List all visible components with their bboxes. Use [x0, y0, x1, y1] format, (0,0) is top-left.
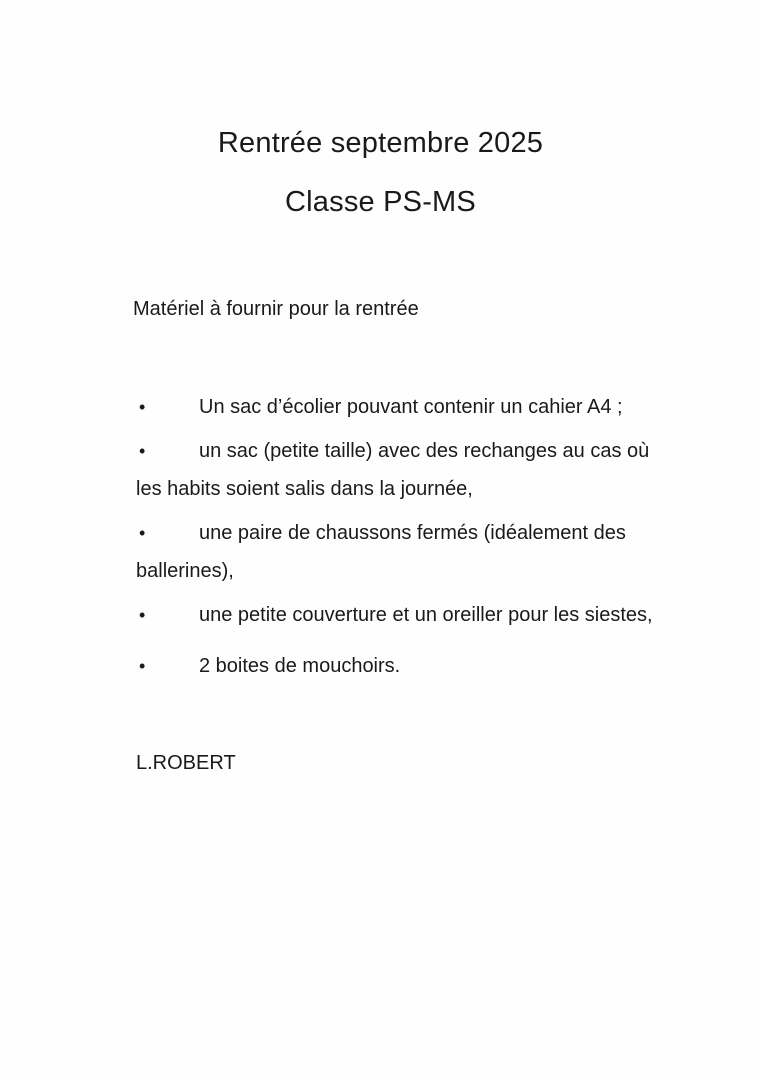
list-item: [136, 388, 746, 426]
list-item-text: un sac (petite taille) avec des rechanges au cas où: [199, 440, 650, 462]
list-item: [136, 514, 746, 590]
list-item-text: Un sac d’écolier pouvant contenir un cahier A4 ;: [199, 396, 623, 418]
bullet-icon: •: [139, 523, 146, 543]
intro-text: Matériel à fournir pour la rentrée: [133, 298, 419, 320]
list-item-text: 2 boites de mouchoirs.: [199, 655, 401, 677]
bullet-icon: •: [139, 397, 146, 417]
list-item-text: une paire de chaussons fermés (idéalement des: [199, 522, 626, 544]
list-item-text-continuation: ballerines),: [136, 560, 234, 582]
bullet-icon: •: [139, 441, 146, 461]
bullet-icon: •: [139, 656, 146, 676]
list-item: [136, 596, 746, 634]
list-item: [136, 432, 746, 508]
bullet-icon: •: [139, 605, 146, 625]
list-item-text-continuation: les habits soient salis dans la journée,: [136, 478, 473, 500]
list-item: [136, 647, 746, 685]
class-name: Classe PS-MS: [285, 186, 476, 218]
signature: L.ROBERT: [136, 752, 236, 774]
document-title: Rentrée septembre 2025: [217, 127, 544, 159]
list-item-text: une petite couverture et un oreiller pour les siestes,: [199, 604, 653, 626]
